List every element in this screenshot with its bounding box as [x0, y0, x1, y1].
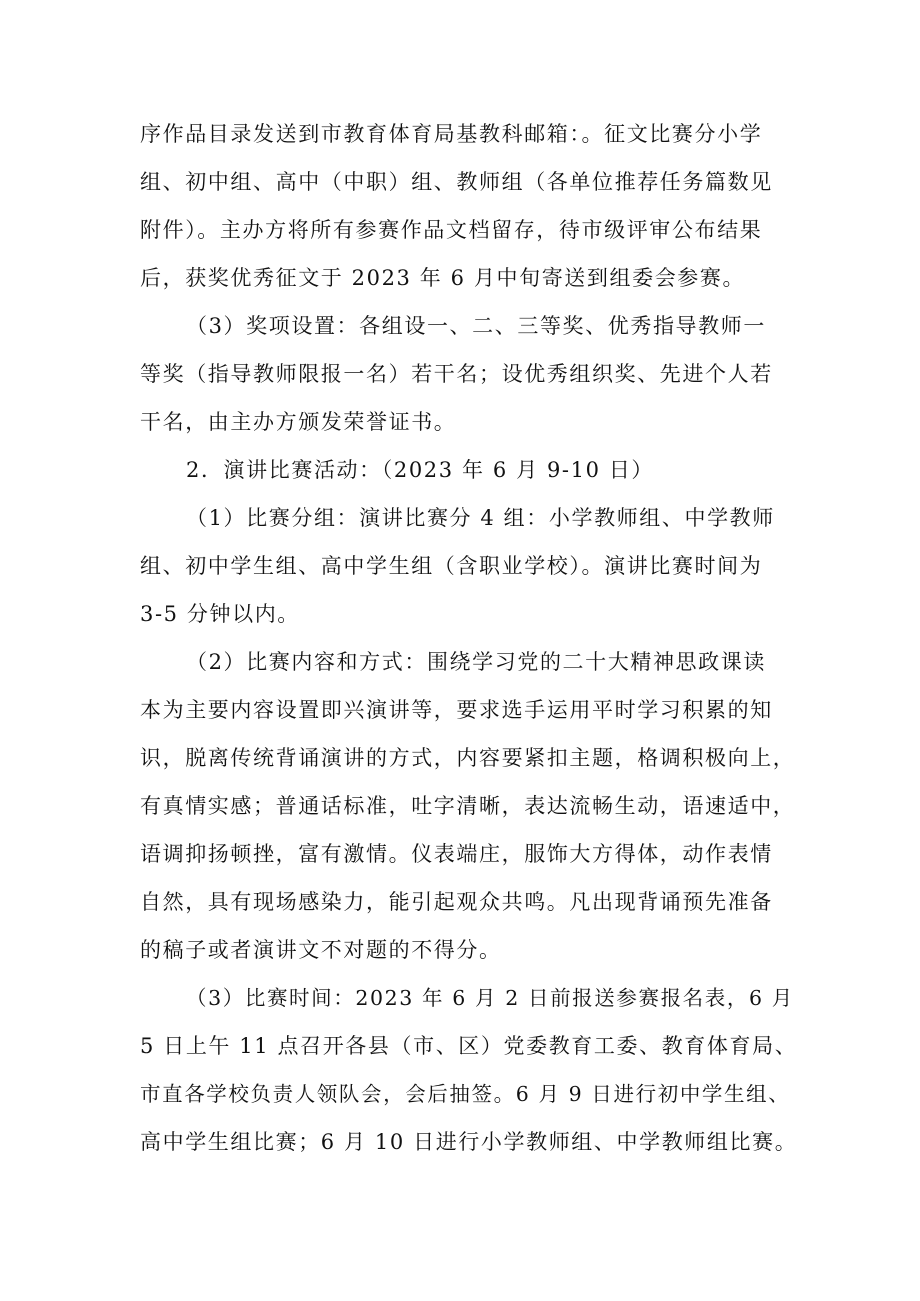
text-line-20: 5 日上午 11 点召开各县（市、区）党委教育工委、教育体育局、	[140, 1034, 798, 1058]
section-heading: 2．演讲比赛活动：（2023 年 6 月 9-10 日）	[186, 458, 655, 482]
text-line-21: 市直各学校负责人领队会，会后抽签。6 月 9 日进行初中学生组、	[140, 1082, 791, 1106]
text-line-7: 干名，由主办方颁发荣誉证书。	[140, 410, 457, 434]
text-line-10: 组、初中学生组、高中学生组（含职业学校）。演讲比赛时间为	[140, 554, 763, 578]
text-line-12: （2）比赛内容和方式：围绕学习党的二十大精神思政课读	[186, 650, 766, 674]
text-line-14: 识，脱离传统背诵演讲的方式，内容要紧扣主题，格调积极向上，	[140, 746, 796, 770]
text-line-16: 语调抑扬顿挫，富有激情。仪表端庄，服饰大方得体，动作表情	[140, 842, 773, 866]
text-line-18: 的稿子或者演讲文不对题的不得分。	[140, 938, 502, 962]
text-line-17: 自然，具有现场感染力，能引起观众共鸣。凡出现背诵预先准备	[140, 890, 773, 914]
text-line-9: （1）比赛分组：演讲比赛分 4 组：小学教师组、中学教师	[186, 506, 775, 530]
text-line-5: （3）奖项设置：各组设一、二、三等奖、优秀指导教师一	[186, 314, 766, 338]
text-line-13: 本为主要内容设置即兴演讲等，要求选手运用平时学习积累的知	[140, 698, 773, 722]
text-line-2: 组、初中组、高中（中职）组、教师组（各单位推荐任务篇数见	[140, 170, 773, 194]
text-line-15: 有真情实感；普通话标准，吐字清晰，表达流畅生动，语速适中，	[140, 794, 796, 818]
text-line-1: 序作品目录发送到市教育体育局基教科邮箱：。征文比赛分小学	[140, 122, 763, 146]
text-line-3: 附件）。主办方将所有参赛作品文档留存，待市级评审公布结果	[140, 218, 763, 242]
text-line-4: 后，获奖优秀征文于 2023 年 6 月中旬寄送到组委会参赛。	[140, 266, 746, 290]
text-line-19: （3）比赛时间：2023 年 6 月 2 日前报送参赛报名表，6 月	[186, 986, 794, 1010]
text-line-11: 3-5 分钟以内。	[140, 602, 300, 626]
text-line-22: 高中学生组比赛；6 月 10 日进行小学教师组、中学教师组比赛。	[140, 1130, 798, 1154]
text-line-6: 等奖（指导教师限报一名）若干名；设优秀组织奖、先进个人若	[140, 362, 773, 386]
